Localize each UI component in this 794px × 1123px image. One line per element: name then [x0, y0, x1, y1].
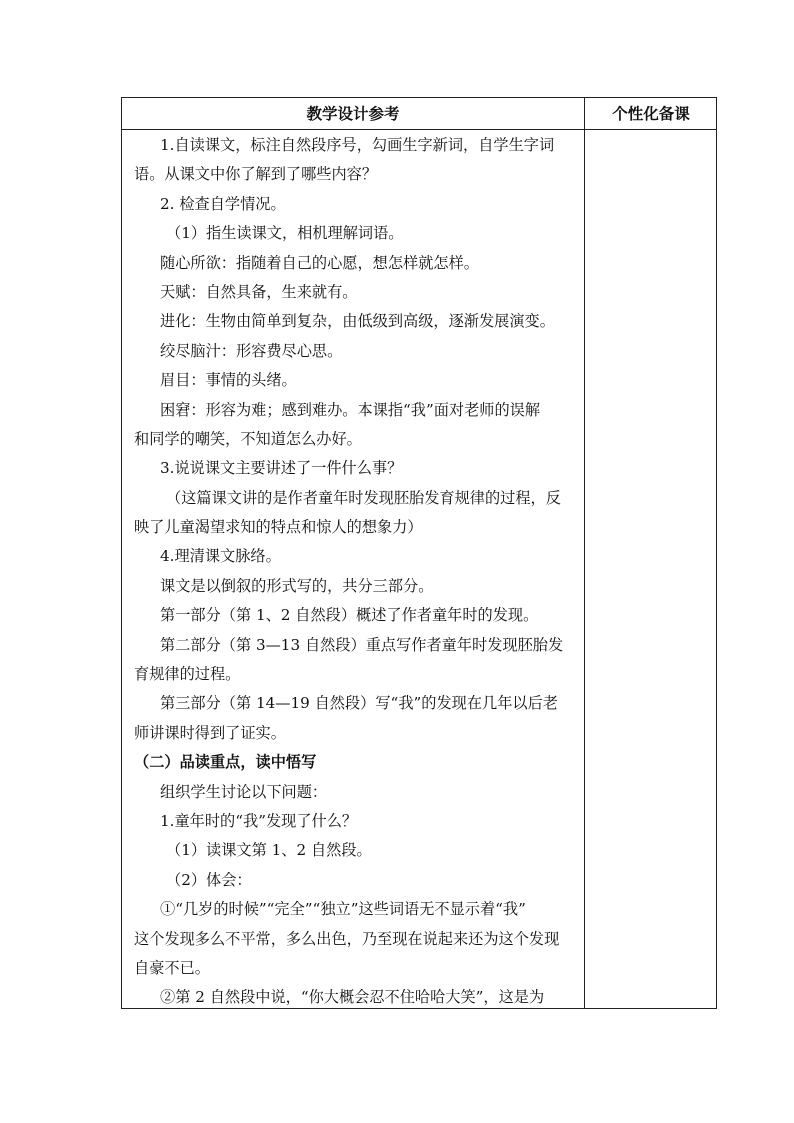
content-line: 映了儿童渴望求知的特点和惊人的想象力） [134, 518, 423, 537]
content-line: 天赋：自然具备，生来就有。 [160, 282, 358, 301]
column-divider [584, 98, 585, 1008]
content-line: 第二部分（第 3—13 自然段）重点写作者童年时发现胚胎发 [160, 635, 564, 654]
content-line: 育规律的过程。 [134, 665, 241, 684]
content-line: 1.童年时的“我”发现了什么？ [160, 811, 358, 830]
content-line: ②第 2 自然段中说，“你大概会忍不住哈哈大笑”，这是为 [160, 988, 545, 1007]
content-line: 第一部分（第 1、2 自然段）概述了作者童年时的发现。 [160, 606, 539, 625]
content-line: 1.自读课文，标注自然段序号，勾画生字新词，自学生字词 [160, 136, 555, 154]
content-line: （1）读课文第 1、2 自然段。 [166, 841, 372, 860]
content-line: 绞尽脑汁：形容费尽心思。 [160, 341, 343, 360]
content-line: 师讲课时得到了证实。 [134, 723, 286, 742]
content-line: 3.说说课文主要讲述了一件什么事？ [160, 459, 403, 478]
content-line: 第三部分（第 14—19 自然段）写“我”的发现在几年以后老 [160, 694, 558, 713]
content-line: （这篇课文讲的是作者童年时发现胚胎发育规律的过程，反 [166, 488, 561, 507]
content-line: 4.理清课文脉络。 [160, 547, 281, 566]
lesson-plan-table [121, 97, 717, 1009]
content-line: 课文是以倒叙的形式写的，共分三部分。 [160, 576, 434, 595]
content-line: 组织学生讨论以下问题： [160, 782, 328, 801]
content-line: 自豪不已。 [134, 958, 210, 977]
content-line: 随心所欲：指随着自己的心愿，想怎样就怎样。 [160, 253, 479, 272]
content-line: （1）指生读课文，相机理解词语。 [166, 224, 404, 243]
content-line: 这个发现多么不平常，多么出色，乃至现在说起来还为这个发现 [134, 929, 560, 948]
content-line: 眉目：事情的头绪。 [160, 371, 297, 390]
header-personalized-prep: 个性化备课 [612, 104, 690, 123]
content-line: （2）体会： [166, 870, 252, 889]
section-heading: （二）品读重点，读中悟写 [134, 753, 317, 772]
content-line: 进化：生物由简单到复杂，由低级到高级，逐渐发展演变。 [160, 312, 555, 331]
content-line: 和同学的嘲笑，不知道怎么办好。 [134, 429, 362, 448]
content-line: 困窘：形容为难；感到难办。本课指“我”面对老师的误解 [160, 400, 541, 419]
teaching-design-content [134, 131, 580, 1013]
content-line: 语。从课文中你了解到了哪些内容？ [134, 165, 377, 184]
header-teaching-design: 教学设计参考 [306, 104, 400, 123]
content-line: ①“几岁的时候”“完全”“独立”这些词语无不显示着“我” [160, 900, 526, 919]
content-line: 2. 检查自学情况。 [160, 194, 286, 213]
header-divider [122, 129, 716, 130]
